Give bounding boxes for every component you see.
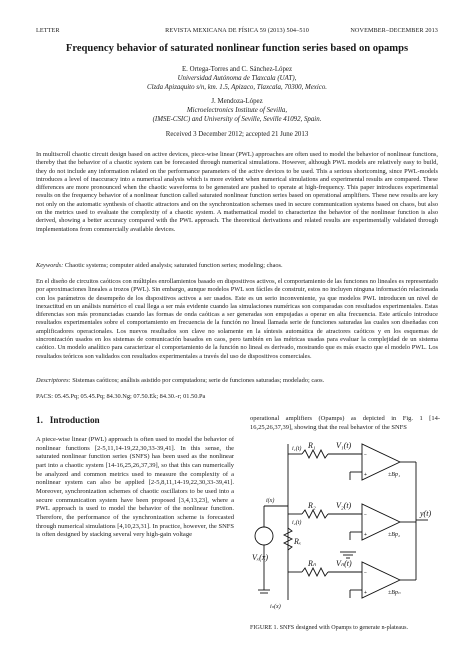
svg-text:+: +: [364, 532, 367, 538]
descriptores-label: Descriptores:: [36, 377, 71, 384]
abstract-spanish: [36, 278, 438, 361]
label-ix: i(x): [266, 498, 275, 504]
section-title: Introduction: [49, 415, 100, 425]
label-in: iₙ(x): [270, 604, 281, 610]
label-i2: i₂(t): [292, 520, 302, 526]
intro-left-column: [36, 436, 234, 540]
svg-text:−: −: [364, 512, 367, 518]
authors-1: E. Ortega-Torres and C. Sánchez-López: [181, 66, 293, 73]
abstract-english: [36, 151, 438, 234]
svg-text:+: +: [364, 472, 367, 478]
authors-2: J. Mendoza-López: [211, 98, 263, 105]
label-vx: Vₓ(x): [252, 553, 269, 562]
affiliation-1b: Clzda Apizaquito s/n, km. 1.5, Apizaco, Tlaxcala, 70300, Mexico.: [146, 84, 328, 91]
header-date: NOVEMBER–DECEMBER 2013: [350, 27, 438, 34]
section-heading: [36, 415, 100, 425]
label-y: y(t): [420, 509, 432, 518]
keywords: [36, 262, 438, 270]
keywords-label: Keywords:: [36, 262, 64, 269]
label-rn: Rₙ: [308, 559, 317, 568]
snfs-circuit-figure: [252, 440, 442, 618]
label-bpn: ±Bpₙ: [388, 590, 401, 596]
abstract-spanish-text: En el diseño de circuitos caóticos con múltiples enrollamientos basado en dispositivos activos, el comportamiento de las funciones no lineales es representado por aproximaciones lineales a trozos (PWL). Sin embargo, aunque modelos PWL son fáciles de construir, estos no incluyen ninguna información relacionada con los parámetros de desempeño de los dispositivos activos a ser usados. Este es un serio inconveniente, ya que modelos PWL introducen un nivel de inexactitud en un análisis numérico el cual llega a ser más evidente cuando las simulaciones numéricas son comparadas con resultados experimentales. Estas diferencias son más pronunciadas cuando las formas de onda caóticas a ser generadas son empujadas a operar en alta frecuencia. Este artículo introduce resultados experimentales sobre el comportamiento en frecuencia de la función no lineal llamada serie de funciones saturadas las cuales son diseñadas con amplificadores operacionales. Los nuevos resultados son clave no solamente en la síntesis automática de atractores caóticos y en los esquemas de sincronización usados en los sistemas de comunicación basados en caos, pero también en las métricas usadas para evaluar la complejidad de un sistema caótico. Un modelo analítico para caracterizar el comportamiento de la función no lineal es derivado, mostrando que es más exacto que el modelo PWL. Los resultados teóricos son validados con resultados experimentales a través del uso de dispositivos comerciales.: [36, 278, 438, 360]
section-number: 1.: [36, 415, 43, 425]
label-bp2: ±Bp₂: [388, 532, 401, 538]
pacs-codes: PACS: 05.45.Pq; 05.45.Pq; 84.30.Ng; 07.50.Ek; 84.30.-r; 01.50.Pa: [36, 393, 206, 400]
abstract-english-text: In multiscroll chaotic circuit design based on active devices, piece-wise linear (PWL) approaches are often used to model the behavior of nonlinear functions, thereby that the behavior of a chaotic system can be forecasted through numerical simulations. However, although PWL models are relatively easy to build, they do not include any information related on the performance parameters of the active devices to be used. This a serious shortcoming, since PWL-models introduces a level of inaccuracy into a numerical analysis which is more evident when numerical simulations and experimental results are compared. These differences are more pronounced when the chaotic waveforms to be generated are pushed to operate at high-frequency. This paper introduces experimental results on the frequency behavior of a nonlinear function called saturated nonlinear function series based on operational amplifiers. These new results are key not only on the automatic synthesis of chaotic attractors and on the synchronization schemes used in secure communication systems based on chaos, but also on the metrics used to evaluate the complexity of a chaotic system. A mathematical model to characterize the behavior of the nonlinear function is also derived, showing a better accuracy compared with the PWL approach. The theoretical derivations and related results are experimentally validated through implementations from commercially available devices.: [36, 151, 438, 233]
running-header: [36, 27, 438, 37]
figure-caption: FIGURE 1. SNFS designed with Opamps to generate n-plateaus.: [250, 625, 409, 631]
intro-left-text: A piece-wise linear (PWL) approach is often used to model the behavior of nonlinear functions [2-5,11,14-19,22,30,33-39,41]. In this sense, the saturated nonlinear function series (SNFS) has been used as the nonlinear part into a chaotic system [14-16,25,26,37,39], so that this can numerically be analyzed and common metrics used to measure the complexity of a nonlinear system can also be applied [2-5,8,11,14-19,22,30,33-39,41]. Moreover, synchronization schemes of chaotic oscillators to be used into a secure communication system have been proposed [3,4,13,23], where a PWL approach is used to model the behavior of the nonlinear function. Therefore, the performance of the synchronization scheme is forecasted through numerical simulations [4,10,23,31]. In practice, however, the SNFS is often designed by stacking several very high-gain voltage: [36, 436, 234, 539]
header-journal: REVISTA MEXICANA DE FÍSICA 59 (2013) 504–510: [165, 27, 309, 34]
paper-title: Frequency behavior of saturated nonlinear function series based on opamps: [65, 43, 409, 54]
svg-text:+: +: [364, 590, 367, 596]
label-vn: Vₙ(t): [336, 559, 352, 568]
keywords-text: Chaotic systems; computer aided analysis; saturated function series; modeling; chaos.: [64, 262, 283, 269]
label-bp1: ±Bp₁: [388, 472, 401, 478]
header-letter: LETTER: [36, 27, 60, 34]
label-v1: V₁(t): [336, 441, 352, 450]
label-v2: V₂(t): [336, 501, 352, 510]
affiliation-2b: (IMSE-CSIC) and University of Seville, Seville 41092, Spain.: [152, 116, 322, 123]
affiliation-1a: Universidad Autónoma de Tlaxcala (UAT),: [177, 75, 297, 82]
descriptores: [36, 377, 438, 385]
label-rx: Rₓ: [294, 537, 302, 546]
intro-right-column: [250, 415, 440, 432]
label-i1: i₁(t): [292, 446, 302, 452]
svg-text:−: −: [364, 452, 367, 458]
affiliation-2a: Microelectronics Institute of Sevilla,: [186, 107, 288, 114]
label-r2: R₂: [308, 501, 316, 510]
received-dates: Received 3 December 2012; accepted 21 June 2013: [165, 131, 309, 138]
intro-right-text: operational amplifiers (Opamps) as depicted in Fig. 1 [14-16,25,26,37,39], showing that the real behavior of the SNFS: [250, 415, 440, 431]
descriptores-text: Sistemas caóticos; análisis asistido por computadora; serie de funciones saturadas; modelado; caos.: [72, 377, 325, 384]
label-r1: R₁: [308, 441, 316, 450]
svg-text:−: −: [364, 570, 367, 576]
